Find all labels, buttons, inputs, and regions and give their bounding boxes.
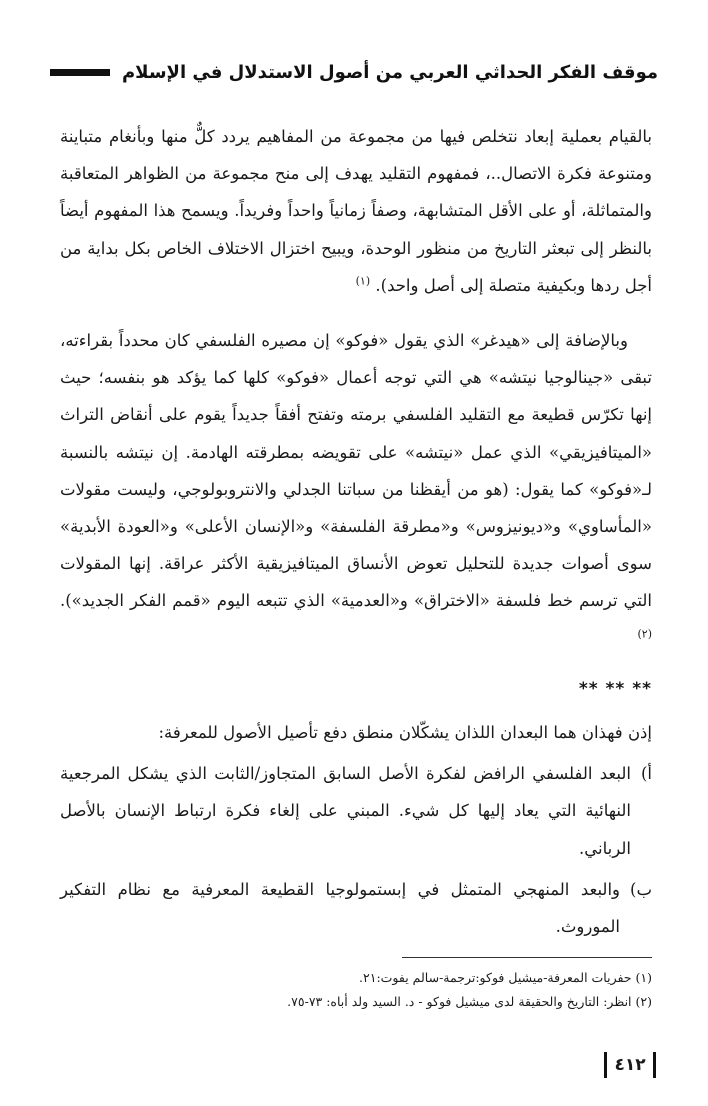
running-header — [50, 55, 658, 89]
list-marker-a: أ) — [640, 764, 652, 784]
paragraph-2 — [60, 322, 652, 657]
section-ornament: ** ** ** — [578, 678, 652, 699]
list-marker-b: ب) — [630, 879, 652, 899]
list-text-b: والبعد المنهجي المتمثل في إبستمولوجيا القطيعة المعرفية مع نظام التفكير الموروث. — [60, 879, 621, 937]
list-item-a — [60, 755, 652, 867]
footnote-1: (١) حفريات المعرفة-ميشيل فوكو:ترجمة-سالم يفوت:٢١. — [359, 970, 652, 985]
page-number: ٤١٢ — [604, 1052, 656, 1078]
footnotes — [60, 966, 652, 1014]
paragraph-1 — [60, 118, 652, 304]
header-title: موقف الفكر الحداثي العربي من أصول الاستدلال في الإسلام — [121, 61, 658, 83]
footnote-2: (٢) انظر: التاريخ والحقيقة لدى ميشيل فوكو - د. السيد ولد أباه: ٧٣-٧٥. — [287, 994, 652, 1009]
paragraph-3: إذن فهذان هما البعدان اللذان يشكّلان منطق دفع تأصيل الأصول للمعرفة: — [158, 723, 652, 743]
list-item-b — [60, 871, 652, 945]
header-rule — [50, 69, 110, 76]
footnote-separator — [402, 957, 652, 958]
list-text-a: البعد الفلسفي الرافض لفكرة الأصل السابق المتجاوز/الثابت الذي يشكل المرجعية النهائية التي يعاد إليها كل شيء. المبني على إلغاء فكرة ارتباط الإنسان بالأصل الرباني. — [60, 764, 631, 858]
footnote-ref-2[interactable]: (٢) — [637, 627, 652, 641]
paragraph-2-text: وبالإضافة إلى «هيدغر» الذي يقول «فوكو» إن مصيره الفلسفي كان محدداً بقراءته، تبقى «جينالوجيا نيتشه» هي التي توجه أعمال «فوكو» كلها كما يؤكد هو بنفسه؛ حيث إنها تكرّس قطيعة مع التقليد الفلسفي برمته وتفتح أفقاً جديداً يقوم على أنقاض التراث «الميتافيزيقي» الذي عمل «نيتشه» على تقويضه بمطرقته الهادمة. إن نيتشه بالنسبة لـ«فوكو» كما يقول: (هو من أيقظنا من سباتنا الجدلي والانتروبولوجي، وليست مقولات «المأساوي» و«ديونيزوس» و«مطرقة الفلسفة» و«الإنسان الأعلى» و«العودة الأبدية» سوى أصوات جديدة للتحليل تعوض الأنساق الميتافيزيقية الأكثر عراقة. إنها المقولات التي ترسم خط فلسفة «الاختراق» و«العدمية» الذي تتبعه اليوم «قمم الفكر الجديد»). — [60, 331, 652, 611]
paragraph-1-text: بالقيام بعملية إبعاد نتخلص فيها من مجموعة من المفاهيم يردد كلٌّ منها وبأنغام متباينة ومتنوعة فكرة الاتصال..، فمفهوم التقليد يهدف إلى منح مجموعة من الظواهر المتعاقبة والمتماثلة، أو على الأقل المتشابهة، وصفاً زمانياً واحداً وفريداً. ويسمح هذا المفهوم أيضاً بالنظر إلى تبعثر التاريخ من منظور الوحدة، ويبيح اختزال الاختلاف الخاص بكل بداية من أجل ردها وبكيفية متصلة إلى أصل واحد). — [60, 127, 652, 295]
body-text — [60, 118, 652, 945]
footnote-ref-1[interactable]: (١) — [355, 274, 371, 288]
